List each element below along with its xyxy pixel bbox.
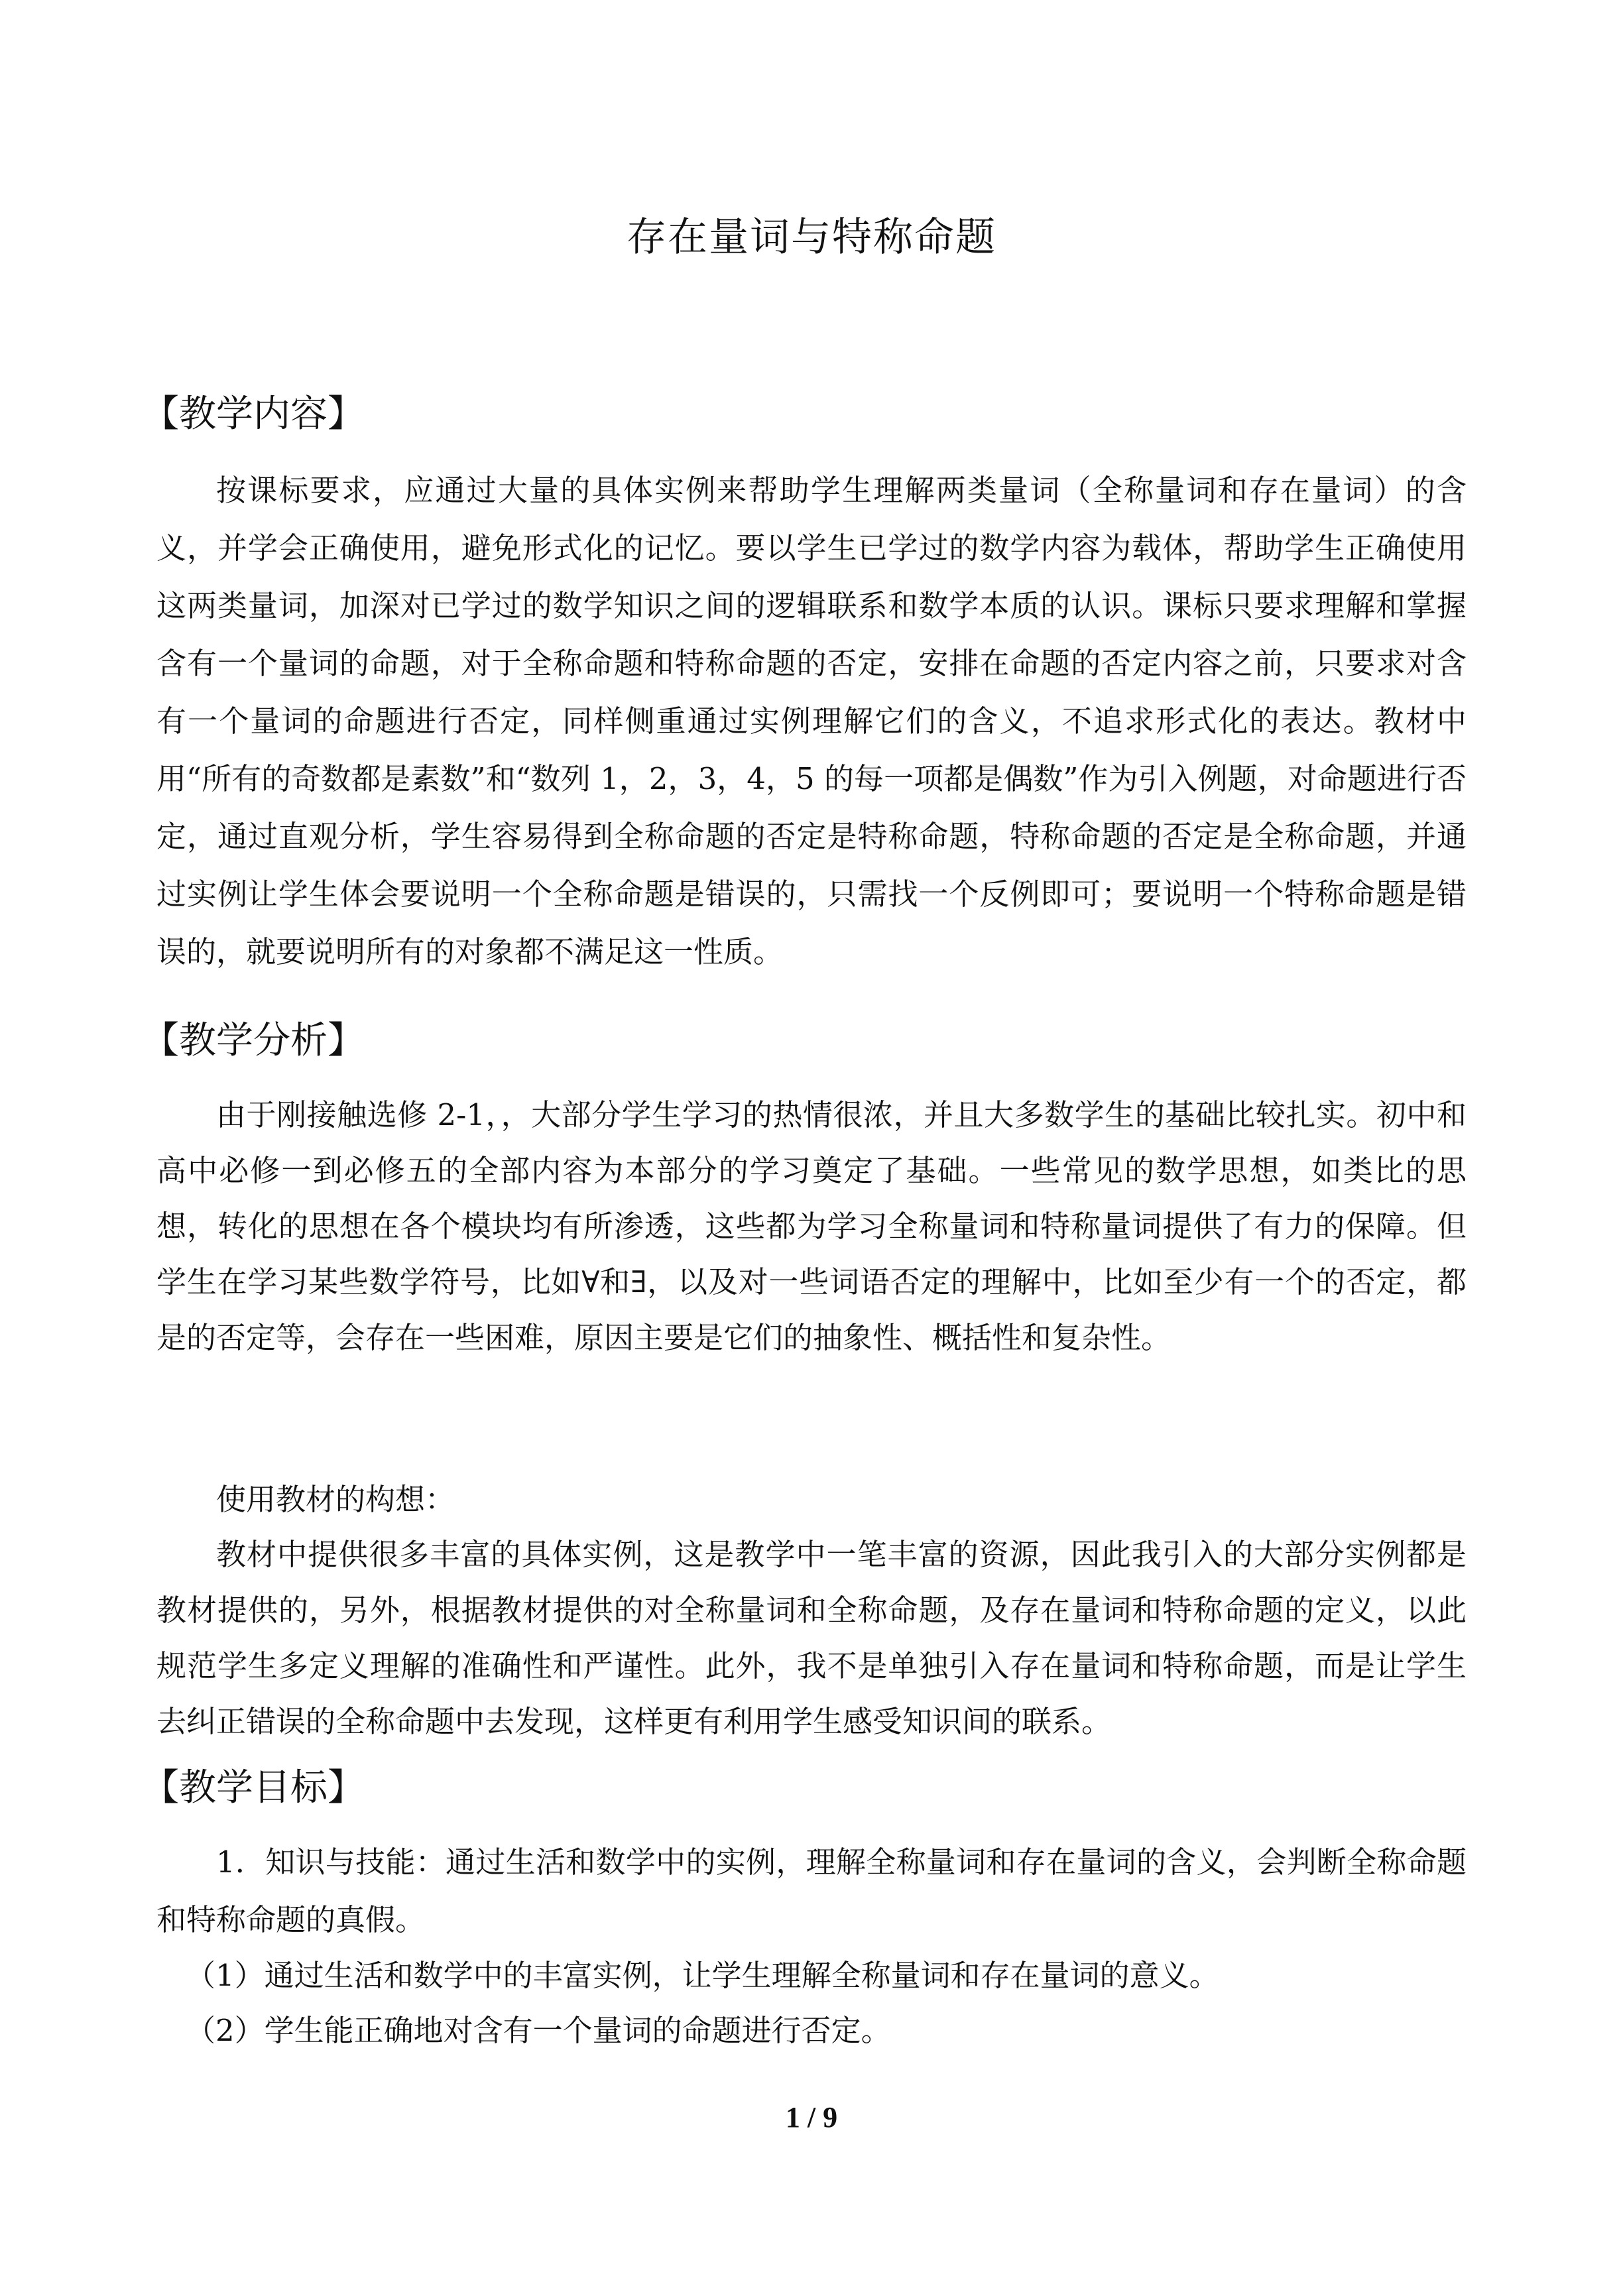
paragraph-content: 按课标要求，应通过大量的具体实例来帮助学生理解两类量词（全称量词和存在量词）的含义，并学会正确使用，避免形式化的记忆。要以学生已学过的数学内容为载体，帮助学生正确使用这两类量词，加深对已学过的数学知识之间的逻辑联系和数学本质的认识。课标只要求理解和掌握含有一个量词的命题，对于全称命题和特称命题的否定，安排在命题的否定内容之前，只要求对含有一个量词的命题进行否定，同样侧重通过实例理解它们的含义，不追求形式化的表达。教材中用“所有的奇数都是素数”和“数列 1，2，3，4，5 的每一项都是偶数”作为引入例题，对命题进行否定，通过直观分析，学生容易得到全称命题的否定是特称命题，特称命题的否定是全称命题，并通过实例让学生体会要说明一个全称命题是错误的，只需找一个反例即可；要说明一个特称命题是错误的，就要说明所有的对象都不满足这一性质。 [156, 473, 1467, 969]
list-item: （1）通过生活和数学中的丰富实例，让学生理解全称量词和存在量词的意义。 [186, 1958, 1219, 1993]
paragraph-analysis: 由于刚接触选修 2-1，，大部分学生学习的热情很浓，并且大多数学生的基础比较扎实。初中和高中必修一到必修五的全部内容为本部分的学习奠定了基础。一些常见的数学思想，如类比的思想，转化的思想在各个模块均有所渗透，这些都为学习全称量词和特称量词提供了有力的保障。但学生在学习某些数学符号，比如∀和∃，以及对一些词语否定的理解中，比如至少有一个的否定，都是的否定等，会存在一些困难，原因主要是它们的抽象性、概括性和复杂性。 [156, 1097, 1467, 1355]
paragraph-goal-1: 1．知识与技能：通过生活和数学中的实例，理解全称量词和存在量词的含义，会判断全称命题和特称命题的真假。 [156, 1844, 1467, 1937]
section-heading-analysis: 【教学分析】 [142, 1019, 365, 1062]
paragraph-plan: 教材中提供很多丰富的具体实例，这是教学中一笔丰富的资源，因此我引入的大部分实例都是教材提供的，另外，根据教材提供的对全称量词和全称命题，及存在量词和特称命题的定义，以此规范学生多定义理解的准确性和严谨性。此外，我不是单独引入存在量词和特称命题，而是让学生去纠正错误的全称命题中去发现，这样更有利用学生感受知识间的联系。 [156, 1537, 1467, 1739]
section-heading-goals: 【教学目标】 [142, 1766, 365, 1809]
list-item: （2）学生能正确地对含有一个量词的命题进行否定。 [186, 2013, 891, 2048]
paragraph-plan-label: 使用教材的构想： [216, 1482, 455, 1517]
page-number: 1 / 9 [785, 2101, 838, 2134]
section-heading-content: 【教学内容】 [142, 393, 365, 436]
document-title: 存在量词与特称命题 [627, 214, 996, 261]
